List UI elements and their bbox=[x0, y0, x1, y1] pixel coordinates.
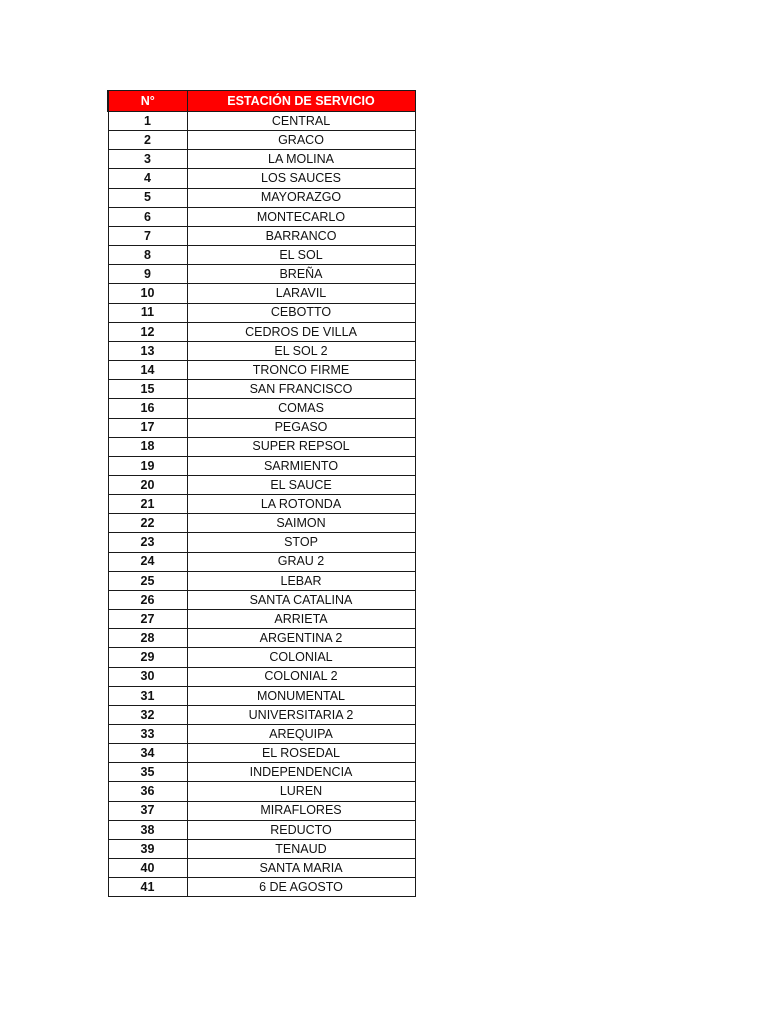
column-header-station: ESTACIÓN DE SERVICIO bbox=[187, 91, 415, 112]
row-number-cell: 21 bbox=[108, 495, 187, 514]
station-name-cell: MAYORAZGO bbox=[187, 188, 415, 207]
station-name-cell: COLONIAL 2 bbox=[187, 667, 415, 686]
column-header-number: N° bbox=[108, 91, 187, 112]
table-row bbox=[108, 744, 415, 763]
row-number-cell: 13 bbox=[108, 341, 187, 360]
row-number-cell: 4 bbox=[108, 169, 187, 188]
station-name-cell: EL SOL bbox=[187, 246, 415, 265]
stations-table bbox=[107, 90, 416, 897]
row-number-cell: 16 bbox=[108, 399, 187, 418]
row-number-cell: 12 bbox=[108, 322, 187, 341]
table-row bbox=[108, 629, 415, 648]
table-row bbox=[108, 571, 415, 590]
table-row bbox=[108, 782, 415, 801]
row-number-cell: 41 bbox=[108, 878, 187, 897]
row-number-cell: 29 bbox=[108, 648, 187, 667]
table-row bbox=[108, 226, 415, 245]
station-name-cell: CENTRAL bbox=[187, 112, 415, 131]
row-number-cell: 31 bbox=[108, 686, 187, 705]
row-number-cell: 8 bbox=[108, 246, 187, 265]
row-number-cell: 22 bbox=[108, 514, 187, 533]
row-number-cell: 32 bbox=[108, 705, 187, 724]
table-row bbox=[108, 801, 415, 820]
table-row bbox=[108, 169, 415, 188]
row-number-cell: 39 bbox=[108, 839, 187, 858]
table-row bbox=[108, 437, 415, 456]
station-name-cell: CEBOTTO bbox=[187, 303, 415, 322]
table-row bbox=[108, 322, 415, 341]
station-name-cell: LARAVIL bbox=[187, 284, 415, 303]
table-row bbox=[108, 380, 415, 399]
row-number-cell: 5 bbox=[108, 188, 187, 207]
row-number-cell: 20 bbox=[108, 475, 187, 494]
row-number-cell: 30 bbox=[108, 667, 187, 686]
station-name-cell: AREQUIPA bbox=[187, 725, 415, 744]
table-row bbox=[108, 303, 415, 322]
station-name-cell: SAN FRANCISCO bbox=[187, 380, 415, 399]
station-name-cell: COLONIAL bbox=[187, 648, 415, 667]
table-row bbox=[108, 361, 415, 380]
table-row bbox=[108, 820, 415, 839]
table-row bbox=[108, 686, 415, 705]
station-name-cell: UNIVERSITARIA 2 bbox=[187, 705, 415, 724]
row-number-cell: 9 bbox=[108, 265, 187, 284]
row-number-cell: 33 bbox=[108, 725, 187, 744]
table-body bbox=[108, 112, 415, 897]
station-name-cell: SARMIENTO bbox=[187, 456, 415, 475]
table-row bbox=[108, 284, 415, 303]
table-row bbox=[108, 207, 415, 226]
table-row bbox=[108, 514, 415, 533]
table-row bbox=[108, 590, 415, 609]
row-number-cell: 25 bbox=[108, 571, 187, 590]
table-row bbox=[108, 859, 415, 878]
station-name-cell: LEBAR bbox=[187, 571, 415, 590]
station-name-cell: LA MOLINA bbox=[187, 150, 415, 169]
table-row bbox=[108, 552, 415, 571]
station-name-cell: CEDROS DE VILLA bbox=[187, 322, 415, 341]
table-row bbox=[108, 150, 415, 169]
table-header bbox=[108, 91, 415, 112]
station-name-cell: INDEPENDENCIA bbox=[187, 763, 415, 782]
row-number-cell: 24 bbox=[108, 552, 187, 571]
station-name-cell: SANTA CATALINA bbox=[187, 590, 415, 609]
row-number-cell: 34 bbox=[108, 744, 187, 763]
row-number-cell: 28 bbox=[108, 629, 187, 648]
row-number-cell: 38 bbox=[108, 820, 187, 839]
station-name-cell: MONTECARLO bbox=[187, 207, 415, 226]
table-row bbox=[108, 418, 415, 437]
table-row bbox=[108, 456, 415, 475]
header-row bbox=[108, 91, 415, 112]
table-row bbox=[108, 341, 415, 360]
table-row bbox=[108, 610, 415, 629]
row-number-cell: 15 bbox=[108, 380, 187, 399]
station-name-cell: ARRIETA bbox=[187, 610, 415, 629]
table-row bbox=[108, 763, 415, 782]
station-name-cell: LA ROTONDA bbox=[187, 495, 415, 514]
station-name-cell: LOS SAUCES bbox=[187, 169, 415, 188]
table-row bbox=[108, 112, 415, 131]
table-row bbox=[108, 705, 415, 724]
station-name-cell: TRONCO FIRME bbox=[187, 361, 415, 380]
row-number-cell: 3 bbox=[108, 150, 187, 169]
station-name-cell: SANTA MARIA bbox=[187, 859, 415, 878]
table-row bbox=[108, 839, 415, 858]
station-name-cell: LUREN bbox=[187, 782, 415, 801]
table-row bbox=[108, 246, 415, 265]
station-name-cell: GRACO bbox=[187, 131, 415, 150]
row-number-cell: 1 bbox=[108, 112, 187, 131]
row-number-cell: 27 bbox=[108, 610, 187, 629]
station-name-cell: PEGASO bbox=[187, 418, 415, 437]
station-name-cell: BARRANCO bbox=[187, 226, 415, 245]
row-number-cell: 17 bbox=[108, 418, 187, 437]
station-name-cell: ARGENTINA 2 bbox=[187, 629, 415, 648]
row-number-cell: 14 bbox=[108, 361, 187, 380]
station-name-cell: TENAUD bbox=[187, 839, 415, 858]
row-number-cell: 23 bbox=[108, 533, 187, 552]
table-row bbox=[108, 667, 415, 686]
station-name-cell: MIRAFLORES bbox=[187, 801, 415, 820]
station-name-cell: EL SOL 2 bbox=[187, 341, 415, 360]
table-row bbox=[108, 475, 415, 494]
station-name-cell: MONUMENTAL bbox=[187, 686, 415, 705]
row-number-cell: 18 bbox=[108, 437, 187, 456]
station-name-cell: STOP bbox=[187, 533, 415, 552]
table-row bbox=[108, 495, 415, 514]
table-row bbox=[108, 533, 415, 552]
table-row bbox=[108, 648, 415, 667]
station-name-cell: GRAU 2 bbox=[187, 552, 415, 571]
table-row bbox=[108, 131, 415, 150]
row-number-cell: 40 bbox=[108, 859, 187, 878]
row-number-cell: 19 bbox=[108, 456, 187, 475]
row-number-cell: 7 bbox=[108, 226, 187, 245]
station-name-cell: EL SAUCE bbox=[187, 475, 415, 494]
table-row bbox=[108, 265, 415, 284]
row-number-cell: 36 bbox=[108, 782, 187, 801]
row-number-cell: 26 bbox=[108, 590, 187, 609]
table-row bbox=[108, 725, 415, 744]
station-name-cell: SUPER REPSOL bbox=[187, 437, 415, 456]
station-name-cell: 6 DE AGOSTO bbox=[187, 878, 415, 897]
row-number-cell: 6 bbox=[108, 207, 187, 226]
station-name-cell: BREÑA bbox=[187, 265, 415, 284]
row-number-cell: 10 bbox=[108, 284, 187, 303]
row-number-cell: 37 bbox=[108, 801, 187, 820]
row-number-cell: 35 bbox=[108, 763, 187, 782]
spreadsheet-page bbox=[107, 90, 416, 897]
row-number-cell: 2 bbox=[108, 131, 187, 150]
station-name-cell: EL ROSEDAL bbox=[187, 744, 415, 763]
station-name-cell: COMAS bbox=[187, 399, 415, 418]
table-row bbox=[108, 188, 415, 207]
station-name-cell: REDUCTO bbox=[187, 820, 415, 839]
table-row bbox=[108, 878, 415, 897]
row-number-cell: 11 bbox=[108, 303, 187, 322]
table-row bbox=[108, 399, 415, 418]
station-name-cell: SAIMON bbox=[187, 514, 415, 533]
